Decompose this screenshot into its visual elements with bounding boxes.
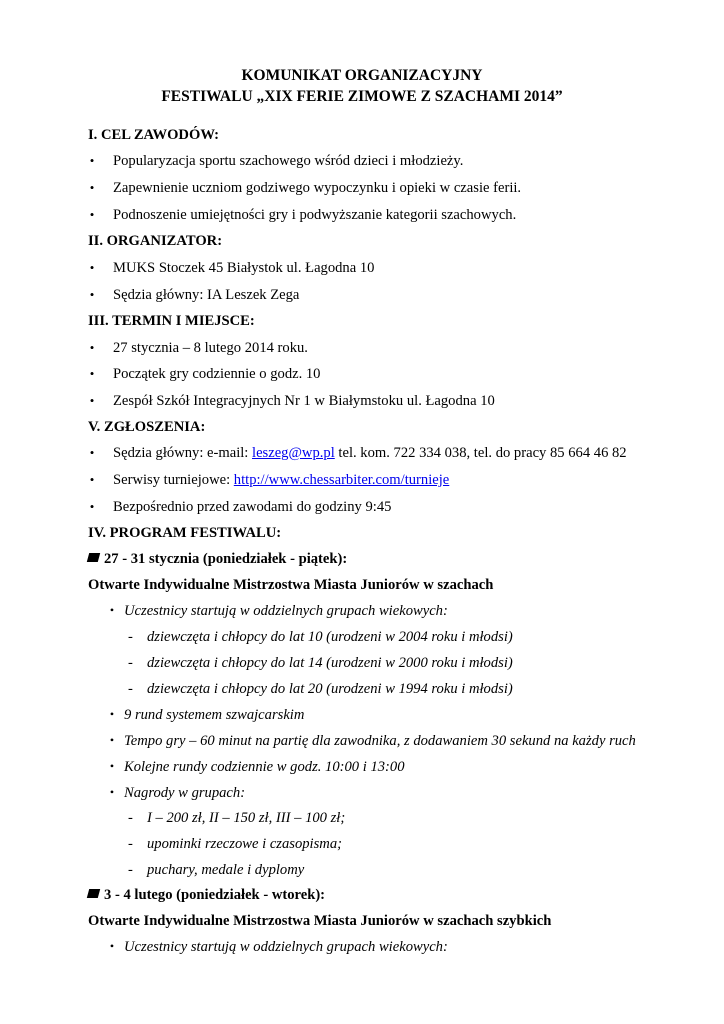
- section-heading-date-place: III. TERMIN I MIEJSCE:: [88, 313, 255, 329]
- websites-prefix: Serwisy turniejowe:: [113, 472, 234, 488]
- bullet-icon: •: [109, 733, 115, 747]
- section-heading-goals: I. CEL ZAWODÓW:: [88, 127, 219, 143]
- list-item: Uczestnicy startują w oddzielnych grupach wiekowych:: [124, 939, 448, 955]
- sub-list-item: puchary, medale i dyplomy: [147, 862, 305, 878]
- bullet-icon: •: [109, 939, 115, 953]
- section-heading-program: IV. PROGRAM FESTIWALU:: [88, 525, 282, 541]
- list-item: Nagrody w grupach:: [124, 785, 246, 801]
- event2-name: Otwarte Indywidualne Mistrzostwa Miasta Juniorów w szachach szybkich: [88, 913, 552, 929]
- bullet-icon: •: [89, 260, 95, 275]
- square-bullet-icon: [87, 889, 100, 898]
- event2-date: [88, 887, 325, 904]
- event2-date-text: 3 - 4 lutego (poniedziałek - wtorek):: [104, 887, 326, 903]
- email-link[interactable]: leszeg@wp.pl: [252, 445, 335, 461]
- bullet-icon: •: [89, 393, 95, 408]
- dash-icon: -: [128, 862, 133, 878]
- bullet-icon: •: [89, 340, 95, 355]
- list-item: Podnoszenie umiejętności gry i podwyższanie kategorii szachowych.: [113, 207, 517, 223]
- dash-icon: -: [128, 836, 133, 852]
- sub-list-item: I – 200 zł, II – 150 zł, III – 100 zł;: [147, 810, 346, 826]
- list-item: Kolejne rundy codziennie w godz. 10:00 i 13:00: [124, 759, 405, 775]
- section-heading-organizer: II. ORGANIZATOR:: [88, 233, 223, 249]
- bullet-icon: •: [89, 472, 95, 487]
- list-item: Zapewnienie uczniom godziwego wypoczynku i opieki w czasie ferii.: [113, 180, 522, 196]
- list-item: Sędzia główny: IA Leszek Zega: [113, 287, 300, 303]
- list-item: Bezpośrednio przed zawodami do godziny 9:45: [113, 499, 392, 515]
- bullet-icon: •: [109, 707, 115, 721]
- list-item: 9 rund systemem szwajcarskim: [124, 707, 305, 723]
- dash-icon: -: [128, 810, 133, 826]
- sub-list-item: dziewczęta i chłopcy do lat 14 (urodzeni w 2000 roku i młodsi): [147, 655, 513, 671]
- document-title-line2: FESTIWALU „XIX FERIE ZIMOWE Z SZACHAMI 2014”: [161, 88, 563, 105]
- dash-icon: -: [128, 629, 133, 645]
- bullet-icon: •: [89, 207, 95, 222]
- list-item: Uczestnicy startują w oddzielnych grupach wiekowych:: [124, 603, 448, 619]
- square-bullet-icon: [87, 553, 100, 562]
- event1-name: Otwarte Indywidualne Mistrzostwa Miasta Juniorów w szachach: [88, 577, 494, 593]
- dash-icon: -: [128, 655, 133, 671]
- bullet-icon: •: [89, 499, 95, 514]
- sub-list-item: dziewczęta i chłopcy do lat 10 (urodzeni w 2004 roku i młodsi): [147, 629, 513, 645]
- bullet-icon: •: [89, 287, 95, 302]
- list-item: Tempo gry – 60 minut na partię dla zawodnika, z dodawaniem 30 sekund na każdy ruch: [124, 733, 636, 749]
- bullet-icon: •: [109, 603, 115, 617]
- list-item: Zespół Szkół Integracyjnych Nr 1 w Białymstoku ul. Łagodna 10: [113, 393, 495, 409]
- list-item-contact: [113, 445, 627, 462]
- list-item: 27 stycznia – 8 lutego 2014 roku.: [113, 340, 308, 356]
- sub-list-item: upominki rzeczowe i czasopisma;: [147, 836, 342, 852]
- bullet-icon: •: [109, 785, 115, 799]
- bullet-icon: •: [89, 153, 95, 168]
- event1-date: [88, 551, 347, 568]
- document-title-line1: KOMUNIKAT ORGANIZACYJNY: [241, 67, 483, 84]
- bullet-icon: •: [89, 180, 95, 195]
- list-item: MUKS Stoczek 45 Białystok ul. Łagodna 10: [113, 260, 375, 276]
- contact-prefix: Sędzia główny: e-mail:: [113, 445, 253, 461]
- chessarbiter-link[interactable]: http://www.chessarbiter.com/turnieje: [233, 472, 450, 488]
- bullet-icon: •: [89, 445, 95, 460]
- list-item-websites: [113, 472, 449, 489]
- sub-list-item: dziewczęta i chłopcy do lat 20 (urodzeni w 1994 roku i młodsi): [147, 681, 513, 697]
- list-item: Popularyzacja sportu szachowego wśród dzieci i młodzieży.: [113, 153, 464, 169]
- contact-phones: tel. kom. 722 334 038, tel. do pracy 85 664 46 82: [334, 445, 627, 461]
- event1-date-text: 27 - 31 stycznia (poniedziałek - piątek):: [104, 551, 348, 567]
- section-heading-registration: V. ZGŁOSZENIA:: [88, 419, 206, 435]
- list-item: Początek gry codziennie o godz. 10: [113, 366, 321, 382]
- dash-icon: -: [128, 681, 133, 697]
- bullet-icon: •: [109, 759, 115, 773]
- bullet-icon: •: [89, 366, 95, 381]
